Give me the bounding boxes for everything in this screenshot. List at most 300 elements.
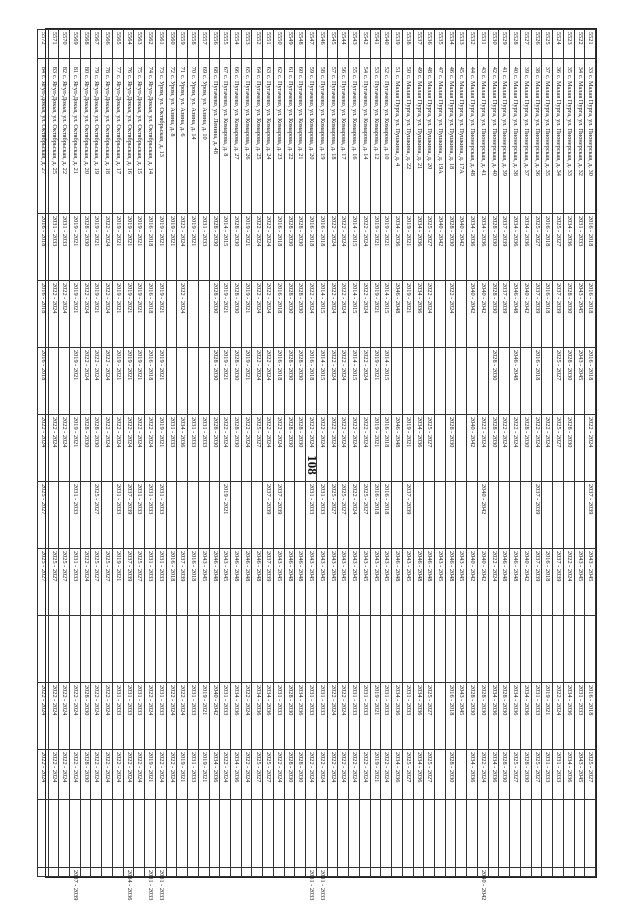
address-text: с. Малая Пурга, ул. Пионерская, д. 35: [544, 75, 552, 176]
period-cell: 2031 - 2033: [155, 549, 166, 616]
period-cell: 2046 - 2048: [295, 549, 306, 616]
period-cell: 2046 - 2048: [413, 549, 424, 616]
period-cell: 2022 - 2024: [48, 683, 59, 750]
address-text: с. Пугачево, ул. Комарова, д. 25: [254, 75, 262, 160]
period-cell: 2034 - 2036: [520, 214, 531, 281]
table-row: [477, 30, 488, 877]
period-cell: [563, 616, 574, 683]
period-cell: [70, 800, 81, 868]
period-cell: [531, 616, 542, 683]
period-cell: [477, 348, 488, 415]
period-cell: 2043 - 2045: [273, 549, 284, 616]
period-cell: 2028 - 2030: [91, 415, 102, 482]
row-sequence-number: 50: [404, 66, 412, 73]
period-cell: [273, 868, 284, 877]
period-cell: 2019 - 2021: [123, 214, 134, 281]
row-sequence-number: 64: [254, 66, 262, 73]
period-cell: [48, 348, 59, 415]
period-cell: 2034 - 2036: [392, 683, 403, 750]
period-cell: 2040 - 2042: [477, 868, 488, 877]
period-cell: [48, 482, 59, 549]
address-cell: [177, 59, 188, 214]
period-cell: 2028 - 2030: [231, 348, 242, 415]
period-cell: 2043 - 2045: [574, 281, 585, 348]
address-cell: [273, 59, 284, 214]
period-cell: [252, 868, 263, 877]
period-cell: 2028 - 2030: [563, 348, 574, 415]
period-cell: 2025 - 2027: [37, 482, 48, 549]
period-cell: 2037 - 2039: [402, 482, 413, 549]
table-row: [585, 30, 596, 877]
period-cell: [295, 482, 306, 549]
period-cell: 2037 - 2039: [263, 482, 274, 549]
address-cell: [402, 59, 413, 214]
period-cell: 2025 - 2027: [553, 415, 564, 482]
period-cell: 2028 - 2030: [231, 214, 242, 281]
period-cell: 2022 - 2024: [145, 683, 156, 750]
row-sequence-number: 36: [555, 66, 563, 73]
period-cell: [434, 683, 445, 750]
period-cell: [520, 800, 531, 868]
address-cell: [145, 59, 156, 214]
period-cell: [91, 616, 102, 683]
period-cell: [198, 482, 209, 549]
period-cell: 2016 - 2018: [145, 214, 156, 281]
table-row: [467, 30, 478, 877]
period-cell: [112, 616, 123, 683]
period-cell: 2019 - 2021: [134, 348, 145, 415]
period-cell: 2025 - 2027: [424, 415, 435, 482]
row-sequence-number: 46: [447, 66, 455, 73]
period-cell: [48, 800, 59, 868]
row-id-cell: 5527: [520, 30, 531, 59]
period-cell: 2022 - 2024: [134, 415, 145, 482]
table-row: [338, 30, 349, 877]
row-sequence-number: 74: [147, 66, 155, 73]
period-cell: [488, 616, 499, 683]
period-cell: 2031 - 2033: [112, 683, 123, 750]
period-cell: 2031 - 2033: [198, 214, 209, 281]
period-cell: 2019 - 2021: [134, 281, 145, 348]
period-cell: 2014 - 2015: [349, 214, 360, 281]
table-row: [91, 30, 102, 877]
period-cell: 2022 - 2024: [59, 750, 70, 800]
address-text: с. Пугачево, ул. Комарова, д. 14: [361, 75, 369, 160]
row-sequence-number: 76: [125, 66, 133, 73]
table-row: [413, 30, 424, 877]
period-cell: 2025 - 2027: [531, 750, 542, 800]
row-sequence-number: 53: [372, 66, 380, 73]
period-cell: 2019 - 2021: [70, 214, 81, 281]
period-cell: 2016 - 2018: [37, 214, 48, 281]
period-cell: [585, 800, 596, 868]
period-cell: 2031 - 2033: [220, 683, 231, 750]
period-cell: 2016 - 2018: [273, 214, 284, 281]
period-cell: 2019 - 2021: [112, 549, 123, 616]
period-cell: 2025 - 2027: [585, 750, 596, 800]
row-id-cell: 5541: [370, 30, 381, 59]
row-sequence-number: 47: [437, 66, 444, 73]
period-cell: 2022 - 2024: [263, 281, 274, 348]
period-cell: 2019 - 2021: [123, 281, 134, 348]
row-id-cell: 5553: [241, 30, 252, 59]
table-row: [445, 30, 456, 877]
address-cell: [241, 59, 252, 214]
period-cell: 2019 - 2021: [198, 750, 209, 800]
address-text: с. Пугачево, ул. Комарова, д. 10: [383, 75, 391, 160]
table-row: [295, 30, 306, 877]
row-sequence-number: 56: [340, 66, 348, 73]
period-cell: [59, 616, 70, 683]
period-cell: [434, 415, 445, 482]
period-cell: 2034 - 2036: [263, 683, 274, 750]
period-cell: 2043 - 2045: [574, 348, 585, 415]
period-cell: 2022 - 2024: [123, 415, 134, 482]
row-id-cell: 5572: [37, 30, 48, 59]
row-sequence-number: 39: [522, 66, 530, 73]
period-cell: 2016 - 2018: [585, 214, 596, 281]
address-text: с. Малая Пурга, ул. Пушкина, д. 20: [426, 75, 434, 170]
address-cell: [284, 59, 295, 214]
period-cell: [574, 868, 585, 877]
period-cell: 2019 - 2021: [112, 348, 123, 415]
period-cell: 2022 - 2024: [59, 683, 70, 750]
address-text: с. Пугачево, ул. Комарова, д. 17: [340, 75, 348, 160]
address-text: с. Малая Пурга, ул. Пионерская, д. 33: [565, 75, 573, 176]
period-cell: 2022 - 2024: [102, 750, 113, 800]
period-cell: [338, 800, 349, 868]
address-cell: [563, 59, 574, 214]
table-row: [241, 30, 252, 877]
row-sequence-number: 84: [39, 66, 47, 73]
period-cell: [553, 616, 564, 683]
period-cell: 2022 - 2024: [349, 750, 360, 800]
row-sequence-number: 82: [61, 66, 69, 73]
period-cell: [209, 616, 220, 683]
address-text: с. Малая Пурга, ул. Пионерская, д. 32: [576, 75, 584, 176]
period-cell: [574, 800, 585, 868]
period-cell: 2022 - 2024: [424, 281, 435, 348]
row-sequence-number: 77: [114, 66, 122, 73]
period-cell: 2022 - 2024: [316, 750, 327, 800]
period-cell: 2019 - 2021: [145, 750, 156, 800]
address-cell: [424, 59, 435, 214]
period-cell: 2022 - 2024: [48, 750, 59, 800]
row-id-cell: 5526: [531, 30, 542, 59]
period-cell: [402, 348, 413, 415]
period-cell: 2046 - 2048: [241, 549, 252, 616]
table-row: [284, 30, 295, 877]
period-cell: [91, 868, 102, 877]
period-cell: 2040 - 2042: [520, 281, 531, 348]
period-cell: 2022 - 2024: [134, 750, 145, 800]
period-cell: 2046 - 2048: [510, 348, 521, 415]
address-text: с. Малая Пурга, ул. Пионерская, д. 48: [469, 75, 477, 176]
period-cell: 2019 - 2021: [241, 214, 252, 281]
period-cell: 2043 - 2045: [585, 549, 596, 616]
period-cell: 2034 - 2036: [413, 750, 424, 800]
period-cell: 2028 - 2030: [488, 415, 499, 482]
address-text: с. Ягул-Докья, ул. Октябрьская, д. 27: [39, 75, 47, 174]
period-cell: [327, 616, 338, 683]
table-row: [402, 30, 413, 877]
table-row: [145, 30, 156, 877]
period-cell: 2022 - 2024: [80, 348, 91, 415]
period-cell: [177, 482, 188, 549]
period-cell: 2046 - 2048: [392, 415, 403, 482]
table-row: [381, 30, 392, 877]
period-cell: 2031 - 2033: [112, 482, 123, 549]
period-cell: 2034 - 2036: [520, 683, 531, 750]
table-row: [488, 30, 499, 877]
period-cell: 2034 - 2036: [477, 214, 488, 281]
period-cell: 2014 - 2015: [220, 214, 231, 281]
period-cell: 2040 - 2042: [477, 549, 488, 616]
period-cell: 2022 - 2024: [70, 750, 81, 800]
row-sequence-number: 49: [415, 66, 423, 73]
period-cell: 2022 - 2024: [155, 750, 166, 800]
period-cell: 2019 - 2021: [370, 683, 381, 750]
row-sequence-number: 59: [308, 66, 316, 73]
period-cell: [166, 868, 177, 877]
period-cell: 2019 - 2021: [370, 750, 381, 800]
period-cell: [263, 868, 274, 877]
period-cell: [510, 616, 521, 683]
period-cell: 2019 - 2021: [134, 214, 145, 281]
period-cell: 2040 - 2042: [467, 549, 478, 616]
address-cell: [531, 59, 542, 214]
row-sequence-number: 62: [275, 66, 283, 73]
table-row: [306, 30, 317, 877]
period-cell: [370, 868, 381, 877]
period-cell: [48, 616, 59, 683]
period-cell: 2037 - 2039: [273, 482, 284, 549]
period-cell: [231, 616, 242, 683]
period-cell: 2019 - 2021: [370, 348, 381, 415]
period-cell: [520, 348, 531, 415]
address-cell: [477, 59, 488, 214]
period-cell: 2016 - 2018: [37, 348, 48, 415]
period-cell: 2022 - 2024: [531, 415, 542, 482]
period-cell: [456, 868, 467, 877]
period-cell: [542, 616, 553, 683]
period-cell: 2034 - 2036: [413, 415, 424, 482]
address-cell: [338, 59, 349, 214]
period-cell: [359, 800, 370, 868]
period-cell: 2031 - 2033: [542, 750, 553, 800]
period-cell: 2016 - 2018: [316, 214, 327, 281]
period-cell: [252, 800, 263, 868]
period-cell: 2022 - 2024: [70, 683, 81, 750]
period-cell: 2022 - 2024: [91, 683, 102, 750]
period-cell: 2037 - 2039: [123, 482, 134, 549]
period-cell: 2034 - 2036: [563, 214, 574, 281]
period-cell: 2022 - 2024: [145, 415, 156, 482]
period-cell: 2034 - 2036: [510, 683, 521, 750]
period-cell: 2043 - 2045: [306, 549, 317, 616]
period-cell: 2016 - 2018: [445, 683, 456, 750]
table-row: [155, 30, 166, 877]
period-cell: [198, 281, 209, 348]
period-cell: [434, 616, 445, 683]
period-cell: 2019 - 2021: [188, 214, 199, 281]
period-cell: 2031 - 2033: [531, 683, 542, 750]
period-cell: [145, 800, 156, 868]
row-id-cell: 5523: [563, 30, 574, 59]
row-sequence-number: 34: [576, 66, 584, 73]
period-cell: [231, 800, 242, 868]
address-cell: [488, 59, 499, 214]
period-cell: 2034 - 2036: [510, 214, 521, 281]
period-cell: [424, 800, 435, 868]
period-cell: 2022 - 2024: [349, 415, 360, 482]
period-cell: 2037 - 2039: [263, 549, 274, 616]
period-cell: 2031 - 2033: [70, 482, 81, 549]
address-cell: [370, 59, 381, 214]
row-id-cell: 5534: [445, 30, 456, 59]
period-cell: 2043 - 2045: [574, 549, 585, 616]
row-id-cell: 5570: [59, 30, 70, 59]
row-id-cell: 5561: [155, 30, 166, 59]
period-cell: 2028 - 2030: [295, 281, 306, 348]
address-text: с. Малая Пурга, ул. Пушкина, д. 4: [394, 75, 402, 167]
period-cell: 2031 - 2033: [273, 683, 284, 750]
period-cell: [80, 868, 91, 877]
period-cell: 2034 - 2036: [563, 683, 574, 750]
row-id-cell: 5528: [510, 30, 521, 59]
period-cell: [445, 868, 456, 877]
period-cell: [467, 482, 478, 549]
period-cell: [209, 482, 220, 549]
period-cell: 2022 - 2024: [510, 415, 521, 482]
row-sequence-number: 55: [351, 66, 359, 73]
period-cell: [510, 482, 521, 549]
period-cell: 2040 - 2042: [477, 281, 488, 348]
period-cell: 2031 - 2033: [198, 415, 209, 482]
period-cell: [91, 800, 102, 868]
period-cell: 2031 - 2033: [359, 683, 370, 750]
period-cell: 2019 - 2021: [166, 214, 177, 281]
period-cell: 2016 - 2018: [585, 348, 596, 415]
period-cell: 2022 - 2024: [338, 348, 349, 415]
period-cell: [553, 868, 564, 877]
period-cell: [155, 616, 166, 683]
period-cell: [306, 616, 317, 683]
row-sequence-number: 48: [426, 66, 434, 73]
period-cell: 2037 - 2039: [499, 214, 510, 281]
period-cell: [456, 750, 467, 800]
row-sequence-number: 80: [82, 66, 90, 73]
address-cell: [456, 59, 467, 214]
row-sequence-number: 58: [318, 66, 326, 73]
period-cell: 2025 - 2027: [424, 750, 435, 800]
table-row: [316, 30, 327, 877]
period-cell: 2025 - 2027: [327, 482, 338, 549]
address-text: с. Ягул-Докья, ул. Октябрьская, д. 21: [72, 75, 80, 174]
period-cell: [445, 800, 456, 868]
address-text: с. Пугачево, ул. Комарова, д. 16: [351, 75, 359, 160]
period-cell: 2043 - 2045: [220, 549, 231, 616]
period-cell: 2016 - 2018: [188, 549, 199, 616]
period-cell: [198, 348, 209, 415]
period-cell: 2014 - 2015: [349, 281, 360, 348]
address-cell: [585, 59, 596, 214]
period-cell: 2019 - 2021: [155, 214, 166, 281]
address-cell: [166, 59, 177, 214]
period-cell: 2022 - 2024: [381, 750, 392, 800]
address-cell: [574, 59, 585, 214]
period-cell: 2025 - 2027: [48, 549, 59, 616]
period-cell: 2031 - 2033: [553, 750, 564, 800]
period-cell: [542, 348, 553, 415]
period-cell: 2022 - 2024: [327, 750, 338, 800]
period-cell: 2022 - 2024: [263, 348, 274, 415]
period-cell: 2031 - 2033: [316, 482, 327, 549]
period-cell: [445, 616, 456, 683]
period-cell: [531, 868, 542, 877]
period-cell: 2022 - 2024: [177, 281, 188, 348]
table-row: [112, 30, 123, 877]
period-cell: [295, 800, 306, 868]
period-cell: 2019 - 2021: [70, 348, 81, 415]
period-cell: [284, 482, 295, 549]
period-cell: [166, 482, 177, 549]
period-cell: 2037 - 2039: [531, 549, 542, 616]
period-cell: 2019 - 2021: [220, 281, 231, 348]
period-cell: 2034 - 2036: [295, 683, 306, 750]
period-cell: 2022 - 2024: [102, 214, 113, 281]
period-cell: 2034 - 2036: [392, 750, 403, 800]
address-text: с. Пугачево, ул. Комарова, д. 27: [233, 75, 241, 160]
address-cell: [306, 59, 317, 214]
row-sequence-number: 57: [329, 66, 337, 73]
period-cell: [370, 800, 381, 868]
period-cell: 2031 - 2033: [48, 214, 59, 281]
period-cell: 2022 - 2024: [48, 281, 59, 348]
row-sequence-number: 51: [394, 66, 402, 73]
period-cell: 2022 - 2024: [112, 750, 123, 800]
row-id-cell: 5548: [295, 30, 306, 59]
period-cell: 2025 - 2027: [510, 750, 521, 800]
address-text: с. Уром, ул. Азина, д. 10: [200, 75, 208, 140]
period-cell: 2031 - 2033: [306, 482, 317, 549]
period-cell: [273, 616, 284, 683]
table-row: [542, 30, 553, 877]
row-id-cell: 5565: [112, 30, 123, 59]
period-cell: [477, 616, 488, 683]
period-cell: 2028 - 2030: [80, 214, 91, 281]
row-id-cell: 5556: [209, 30, 220, 59]
address-cell: [188, 59, 199, 214]
period-cell: 2019 - 2021: [91, 281, 102, 348]
period-cell: 2037 - 2039: [123, 549, 134, 616]
period-cell: [112, 868, 123, 877]
period-cell: 2031 - 2033: [188, 415, 199, 482]
row-id-cell: 5525: [542, 30, 553, 59]
row-id-cell: 5560: [166, 30, 177, 59]
period-cell: [112, 800, 123, 868]
period-cell: [413, 348, 424, 415]
period-cell: 2025 - 2027: [37, 549, 48, 616]
period-cell: 2034 - 2036: [177, 415, 188, 482]
row-id-cell: 5566: [102, 30, 113, 59]
period-cell: 2031 - 2033: [70, 549, 81, 616]
row-id-cell: 5558: [188, 30, 199, 59]
row-id-cell: 5545: [327, 30, 338, 59]
period-cell: [553, 482, 564, 549]
period-cell: 2040 - 2042: [467, 415, 478, 482]
period-cell: 2028 - 2030: [499, 683, 510, 750]
